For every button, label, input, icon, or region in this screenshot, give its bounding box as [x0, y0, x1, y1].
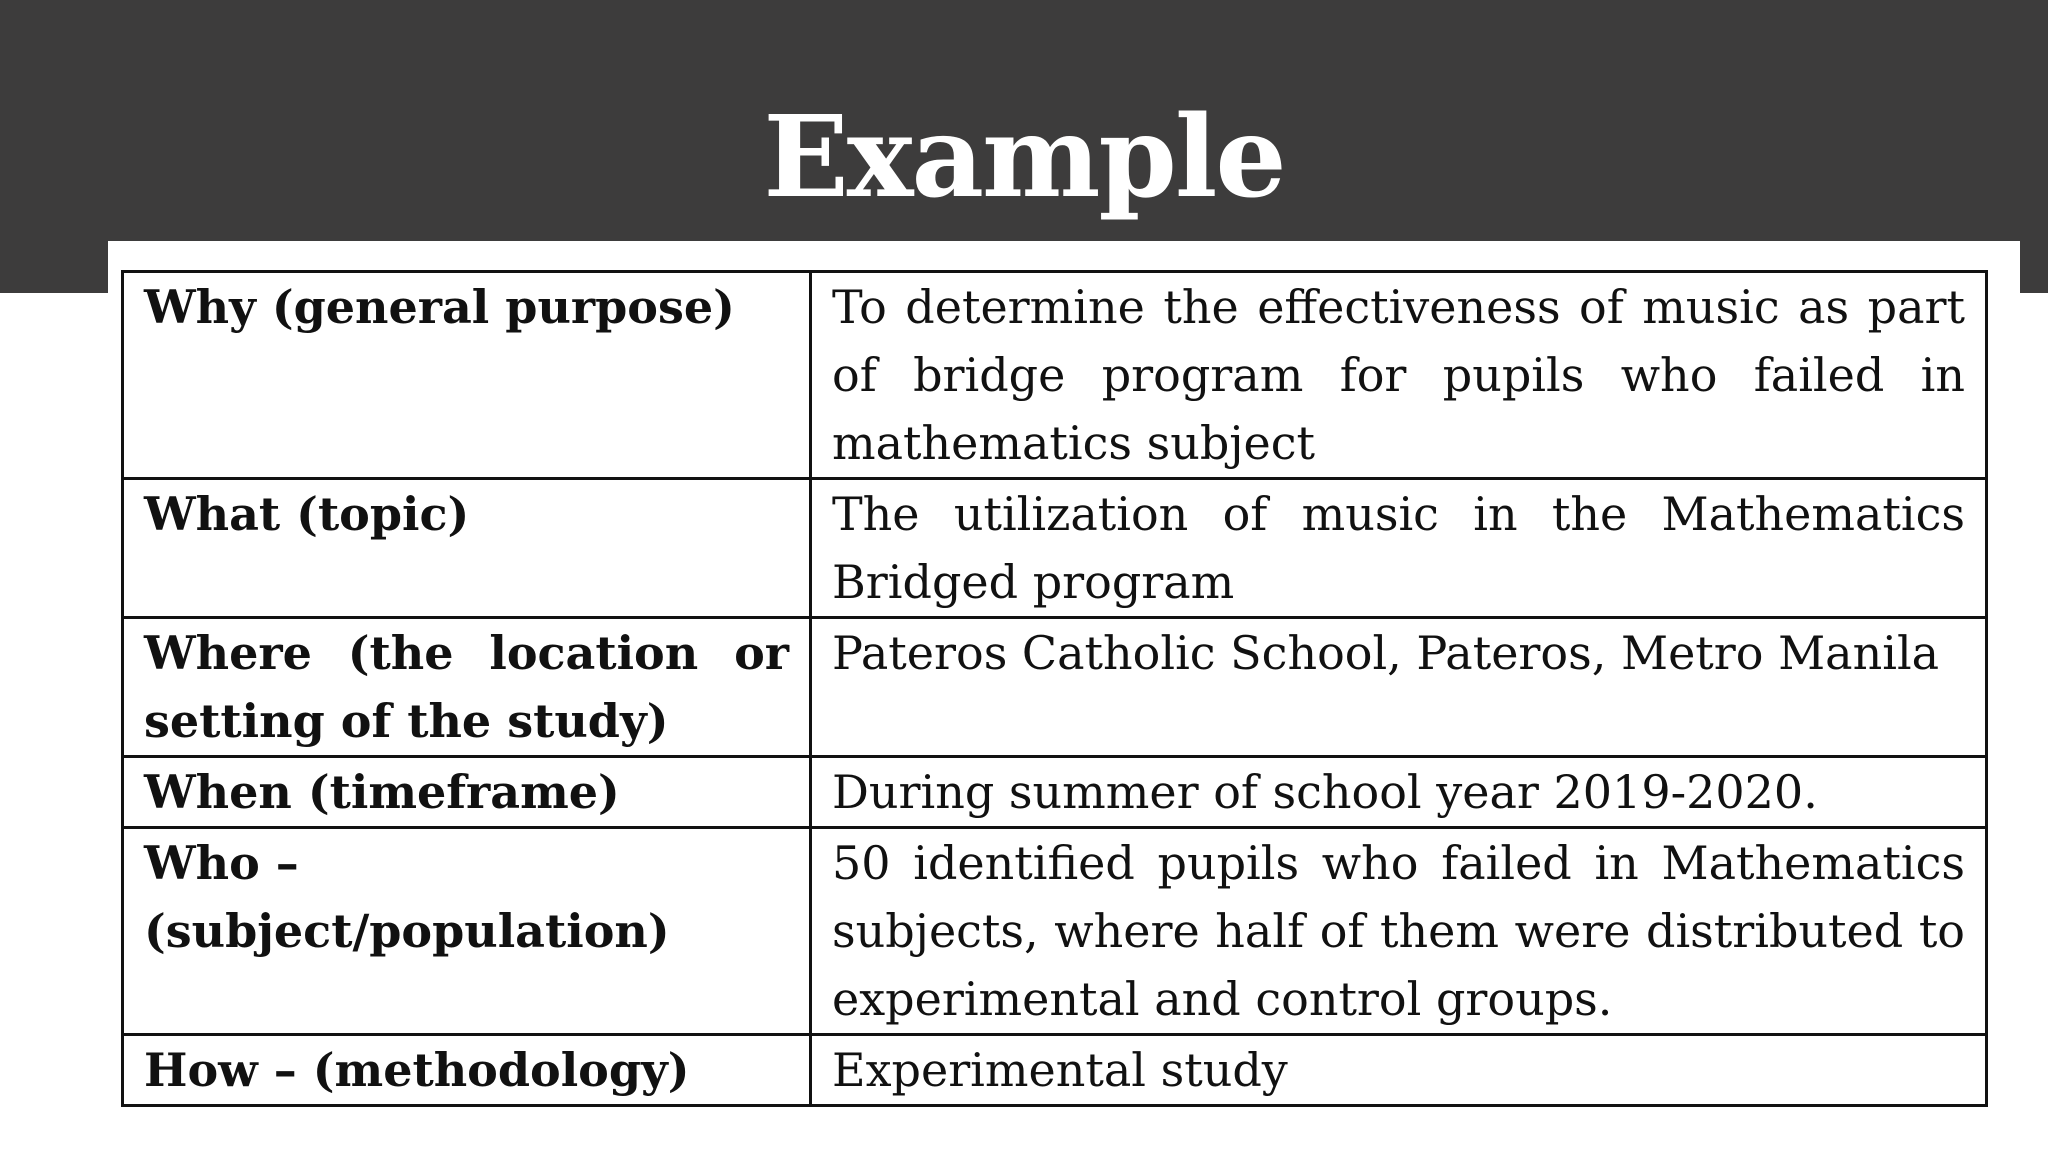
row-value-what: The utilization of music in the Mathematics Bridged program — [811, 479, 1987, 618]
row-key-why: Why (general purpose) — [123, 272, 811, 479]
table-row — [123, 618, 1987, 757]
row-value-who: 50 identified pupils who failed in Mathematics subjects, where half of them were distributed to experimental and control groups. — [811, 828, 1987, 1035]
table-row — [123, 272, 1987, 479]
row-key-who: Who – (subject/population) — [123, 828, 811, 1035]
table-row — [123, 757, 1987, 828]
table-row — [123, 1035, 1987, 1106]
row-key-how: How – (methodology) — [123, 1035, 811, 1106]
row-value-when: During summer of school year 2019-2020. — [811, 757, 1987, 828]
row-value-why: To determine the effectiveness of music as part of bridge program for pupils who failed in mathematics subject — [811, 272, 1987, 479]
table-row — [123, 828, 1987, 1035]
slide-title: Example — [763, 92, 1285, 223]
row-value-where: Pateros Catholic School, Pateros, Metro Manila — [811, 618, 1987, 757]
row-key-what: What (topic) — [123, 479, 811, 618]
row-key-where: Where (the location or setting of the study) — [123, 618, 811, 757]
info-table — [121, 270, 1988, 1107]
table-row — [123, 479, 1987, 618]
row-key-when: When (timeframe) — [123, 757, 811, 828]
row-value-how: Experimental study — [811, 1035, 1987, 1106]
